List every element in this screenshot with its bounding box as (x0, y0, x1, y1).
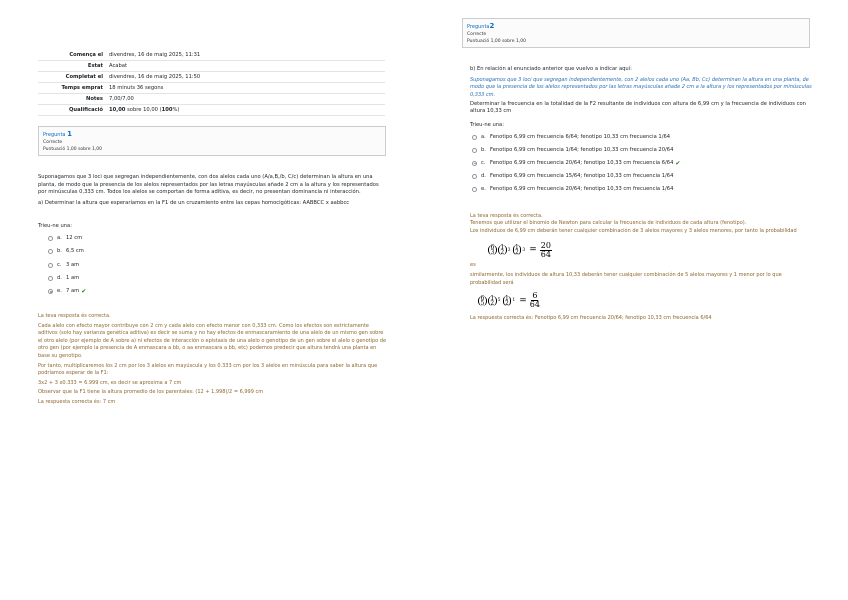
summary-row (38, 83, 385, 94)
summary-key: Completat el (38, 72, 106, 83)
feedback-line: Por tanto, multiplicaremos los 2 cm por los 3 alelos en mayúscula y los 0.333 cm por los 3 alelos en minúscula para saber la altura que podríamos esperar de la F1: (38, 362, 378, 377)
question-2-status: Correcte (467, 32, 487, 37)
question-1-text: Suponagamos que 3 loci que segregan independientemente, con dos alelos cada uno (A/a,B,/b, C/c) determinan la altura en una planta, de modo que la presencia de los alelos representados por las letras mayúsculas añade 2 cm a la altura y los representados por minúsculas 0,333 cm. Todos los alelos se comportan de forma aditiva, es decir, no presentan dominancia ni interacción. (38, 174, 379, 195)
radio-button[interactable] (472, 174, 477, 179)
radio-button[interactable] (48, 249, 53, 254)
option-text: 7 am (66, 287, 80, 294)
option-text: Fenotipo 6,99 cm frecuencia 20/64; fenotipo 10,33 cm frecuencia 1/64 (490, 185, 674, 192)
summary-key: Temps emprat (38, 83, 106, 94)
radio-button[interactable] (472, 161, 477, 166)
question-2-options (462, 134, 812, 193)
option-text: Fenotipo 6,99 cm frecuencia 1/64; fenotipo 10,33 cm frecuencia 20/64 (490, 146, 674, 153)
question-1-number[interactable]: Pregunta 1 (43, 130, 72, 138)
question-1-points: Puntuació 1,00 sobre 1,00 (43, 147, 102, 152)
question-1-options (38, 235, 388, 295)
summary-key: Comença el (38, 50, 106, 61)
summary-key: Qualificació (38, 105, 106, 116)
summary-key: Estat (38, 61, 106, 72)
feedback-es: es (470, 261, 476, 268)
question-2-intro: b) En relación al enunciado anterior que vuelvo a indicar aquí: (470, 66, 632, 72)
answer-option[interactable] (472, 160, 812, 167)
feedback-line: Cada alelo con efecto mayor contribuye con 2 cm y cada alelo con efecto menor con 0,333 cm. Como los efectos son estrictamente aditivos (solo hay varianza genética aditiva) es decir se suma y no hay efectos de enmascaramiento de una alelo de un mismo gen sobre el otro alelo (por ejemplo de A sobre a) ni efectos de interacción o epistasis de una alelo o genotipo de un gen sobre el alelo o genotipo de otro gen (por ejemplo la presencia de A enmascara a bb, o aa enmascara a bb, etc) podemos predecir que altura tendrá una planta en base su genotipo. (38, 322, 387, 359)
option-letter: d. (481, 172, 486, 179)
summary-value: 7,00/7,00 (106, 94, 385, 105)
feedback-similar: similarmente, los individuos de altura 10,33 deberán tener cualquier combinación de 5 alelos mayores y 1 menor por lo que probabilidad será (470, 272, 782, 286)
question-1-feedback (38, 313, 388, 407)
feedback-line: 3x2 + 3 x0.333 = 6.999 cm, es decir se aproxima a 7 cm (38, 379, 182, 386)
question-2-question: Determinar la frecuencia en la totalidad de la F2 resultante de individuos con altura de 6,99 cm y la frecuencia de individuos con altura 10,33 cm (470, 100, 806, 115)
answer-option[interactable] (48, 248, 388, 255)
option-text: 1 am (66, 274, 80, 281)
radio-button[interactable] (48, 236, 53, 241)
radio-button[interactable] (48, 289, 53, 294)
answer-option[interactable] (472, 134, 812, 141)
option-letter: d. (57, 274, 62, 281)
question-1-question: a) Determinar la altura que esperaríamos en la F1 de un cruzamiento entre las cepas homocigóticas: AABBCC x aabbcc (38, 199, 350, 206)
feedback-correct: La teva resposta és correcta. (470, 212, 543, 219)
summary-row (38, 72, 385, 83)
binomial-equation-1: 6 3 1 2 3 1 2 3 = $\frac{20}{64}$ (488, 242, 812, 259)
question-2-info (462, 18, 810, 48)
attempt-summary-table (38, 50, 385, 116)
summary-key: Notes (38, 94, 106, 105)
feedback-line: La respuesta correcta és: 7 cm (38, 398, 116, 405)
answer-option[interactable] (48, 275, 388, 282)
question-2-feedback (470, 213, 812, 323)
summary-value: 18 minuts 36 segons (106, 83, 385, 94)
question-2-quote: Suponagamos que 3 loci que segregan independientemente, con 2 alelos cada uno (Aa, Bb, Cc) determinan la altura en una planta, de modo que la presencia de los alelos representados por las letras mayúsculas añade 2 cm a la altura y los representados por minúsculas 0,333 cm. (470, 76, 812, 99)
radio-button[interactable] (472, 135, 477, 140)
summary-row (38, 105, 385, 116)
feedback-line: Tenemos que utilizar el binomio de Newton para calcular la frecuencia de individuos de cada altura (fenotipo). (470, 220, 747, 227)
summary-row (38, 61, 385, 72)
option-text: 3 am (66, 261, 80, 268)
question-2-prompt: Trieu-ne una: (470, 121, 504, 128)
option-text: 12 cm (66, 235, 83, 242)
option-letter: e. (57, 287, 62, 294)
right-page (462, 18, 812, 323)
option-letter: c. (57, 261, 62, 268)
summary-value: divendres, 16 de maig 2025, 11:50 (106, 72, 385, 83)
question-1-info (38, 126, 386, 156)
option-letter: b. (57, 248, 62, 255)
option-text: Fenotipo 6,99 cm frecuencia 6/64; fenotipo 10,33 cm frecuencia 1/64 (490, 133, 671, 140)
option-letter: a. (481, 133, 486, 140)
question-1-status: Correcte (43, 140, 63, 145)
summary-value: 10,00 sobre 10,00 (100%) (106, 105, 385, 116)
summary-row (38, 50, 385, 61)
answer-option[interactable] (472, 147, 812, 154)
radio-button[interactable] (48, 276, 53, 281)
feedback-line: Observar que la F1 tiene la altura promedio de los parentales: (12 + 1,998)/2 = 6,999 cm (38, 389, 264, 396)
correct-check-icon: ✔ (81, 287, 87, 295)
answer-option[interactable] (48, 288, 388, 295)
summary-value: divendres, 16 de maig 2025, 11:31 (106, 50, 385, 61)
correct-check-icon: ✔ (675, 159, 681, 167)
option-letter: e. (481, 185, 486, 192)
option-letter: b. (481, 146, 486, 153)
summary-value: Acabat (106, 61, 385, 72)
feedback-line: Los individuos de 6,99 cm deberán tener cualquier combinación de 3 alelos mayores y 3 alelos menores, por tanto la probabilidad (470, 228, 797, 235)
left-page (38, 50, 388, 406)
answer-option[interactable] (48, 235, 388, 242)
option-text: Fenotipo 6,99 cm frecuencia 15/64; fenotipo 10,33 cm frecuencia 1/64 (490, 172, 674, 179)
question-1-prompt: Trieu-ne una: (38, 223, 72, 229)
option-letter: c. (481, 159, 486, 166)
question-2-points: Puntuació 1,00 sobre 1,00 (467, 39, 526, 44)
option-text: 6,5 cm (66, 248, 84, 255)
feedback-answer: La respuesta correcta és: Fenotipo 6,99 cm frecuencia 20/64; fenotipo 10,33 cm frecuencia 6/64 (470, 315, 712, 322)
summary-row (38, 94, 385, 105)
radio-button[interactable] (472, 187, 477, 192)
answer-option[interactable] (472, 173, 812, 180)
answer-option[interactable] (472, 186, 812, 193)
option-letter: a. (57, 235, 62, 242)
feedback-correct: La teva resposta és correcta. (38, 312, 111, 319)
question-2-number[interactable]: Pregunta2 (467, 22, 495, 30)
option-text: Fenotipo 6,99 cm frecuencia 20/64; fenotipo 10,33 cm frecuencia 6/64 (490, 159, 674, 166)
answer-option[interactable] (48, 262, 388, 269)
radio-button[interactable] (472, 148, 477, 153)
radio-button[interactable] (48, 263, 53, 268)
binomial-equation-2: 6 5 1 2 5 1 2 1 = $\frac{6}{64}$ (478, 292, 812, 309)
